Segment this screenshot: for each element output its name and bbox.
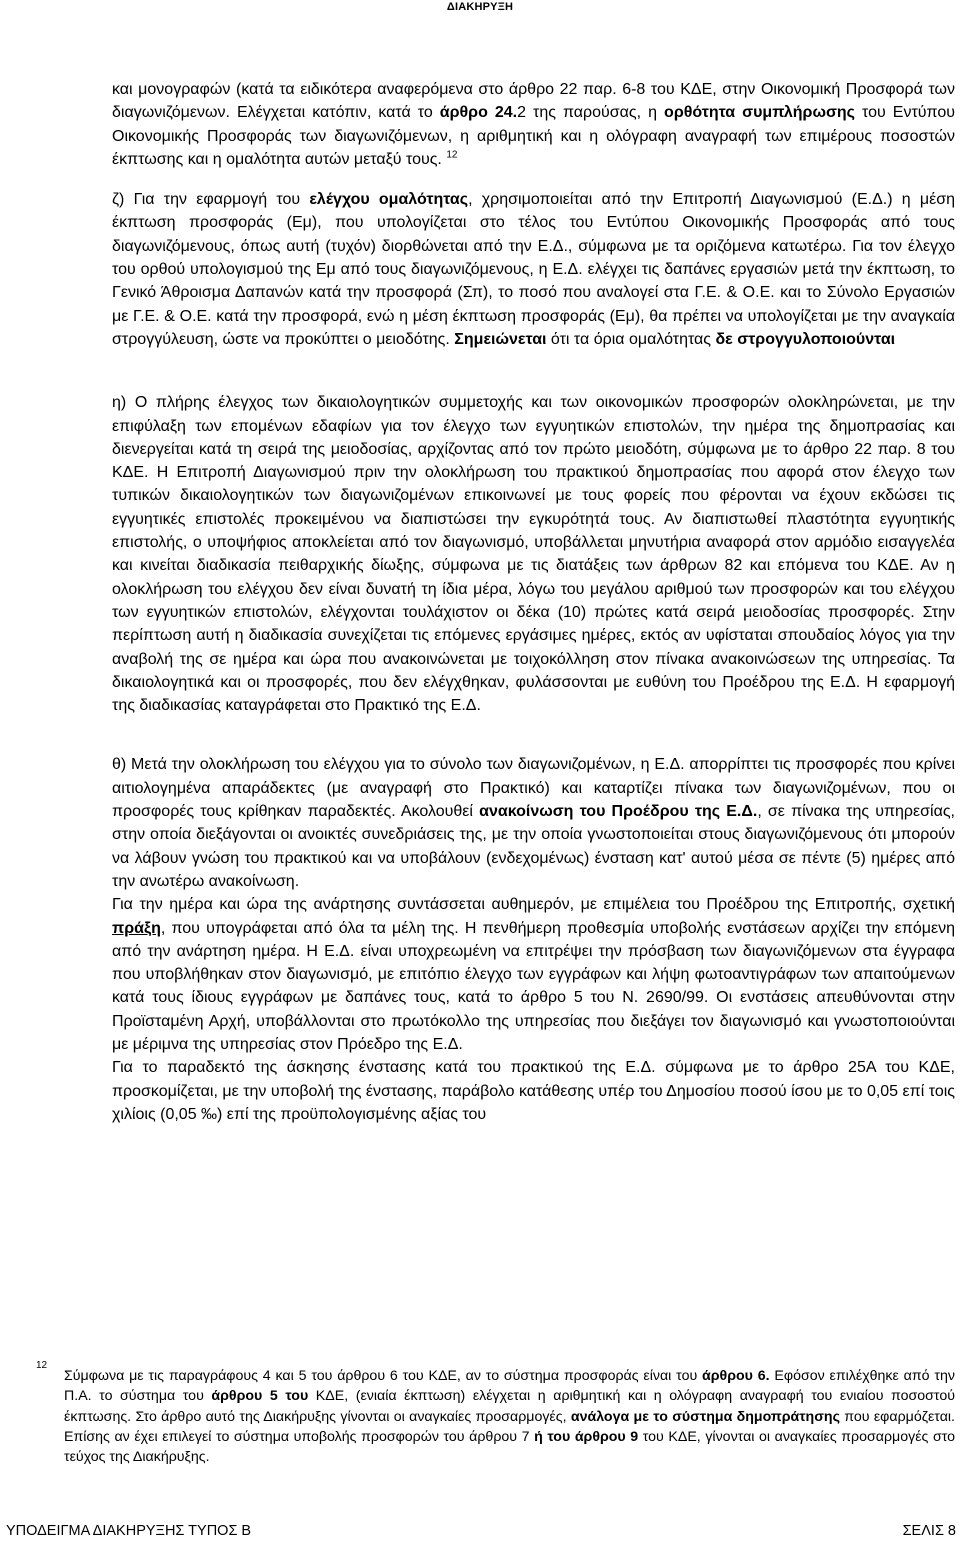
text-run: που εφαρμόζεται. Επίσης αν έχει επιλεγεί το σύστημα υποβολής προσφορών του άρθρου 7 — [64, 1408, 955, 1445]
footer-document-title: ΥΠΟΔΕΙΓΜΑ ΔΙΑΚΗΡΥΞΗΣ ΤΥΠΟΣ Β — [6, 1523, 252, 1539]
paragraph-regularity-check — [112, 188, 955, 351]
text-run: Για την ημέρα και ώρα της ανάρτησης συντάσσεται αυθημερόν, με επιμέλεια του Προέδρου της Επιτροπής, σχετική — [112, 896, 955, 914]
text-run: Σύμφωνα με τις παραγράφους 4 και 5 του άρθρου 6 του ΚΔΕ, αν το σύστημα προσφοράς είναι του — [64, 1368, 703, 1384]
bold-term: ορθότητα συμπλήρωσης — [664, 104, 855, 122]
text-run: Εφόσον επιλέχθηκε από την Π.Α. το σύστημα του — [64, 1368, 955, 1405]
text-run: του ΚΔΕ, γίνονται οι αναγκαίες προσαρμογές στο τεύχος της Διακήρυξης. — [64, 1428, 955, 1466]
paragraph-objection-fee: Για το παραδεκτό της άσκησης ένστασης κατά του πρακτικού της Ε.Δ. σύμφωνα με το άρθρο 25Α του ΚΔΕ, προσκομίζεται, με την υποβολή της ένστασης, παράβολο κατάθεσης υπέρ του Δημοσίου ποσού ίσου με το 0,05 επί τοις χιλίοις (0,05 ‰) επί της προϋπολογισμένης αξίας του — [112, 1059, 955, 1123]
paragraph-posting-day — [112, 893, 955, 1056]
bold-term: ανακοίνωση του Προέδρου της Ε.Δ. — [479, 803, 758, 821]
bold-term: Σημειώνεται — [454, 330, 547, 348]
bold-term: άρθρου 5 του — [211, 1388, 309, 1405]
text-run: θ) Μετά την ολοκλήρωση του ελέγχου για το σύνολο των διαγωνιζομένων, η Ε.Δ. απορρίπτει τις προσφορές που κρίνει αιτιολογημένα απαράδεκτες (με αναγραφή στο Πρακτικό) και καταρτίζει πίνακα των διαγωνιζομένων, που οι προσφορές τους κρίθηκαν παραδεκτές. Ακολουθεί — [112, 756, 955, 821]
document-body — [112, 78, 955, 1126]
text-run: του Εντύπου Οικονομικής Προσφοράς των διαγωνιζόμενων, η αριθμητική και η ολόγραφη αναγραφή των επιμέρους ποσοστών έκπτωσης και η ομαλότητα αυτών μεταξύ τους. — [112, 104, 955, 168]
text-run: ότι τα όρια ομαλότητας — [546, 330, 716, 348]
footnote-reference: 12 — [446, 149, 458, 161]
text-run: ΚΔΕ, (ενιαία έκπτωση) ελέγχεται η αριθμητική και η ολόγραφη αναγραφή του ενιαίου ποσοστού έκπτωσης. Στο άρθρο αυτό της Διακήρυξης γίνονται οι αναγκαίες προσαρμογές, — [64, 1388, 955, 1425]
text-run: και μονογραφών (κατά τα ειδικότερα αναφερόμενα στο άρθρο 22 παρ. 6-8 του ΚΔΕ, στην Οικονομική Προσφορά των διαγωνιζόμενων. Ελέγχεται κατόπιν, κατά το — [112, 81, 955, 122]
paragraph-after-check — [112, 753, 955, 893]
paragraph-completeness-check — [112, 78, 955, 171]
bold-term: δε στρογγυλοποιούνται — [715, 330, 896, 348]
text-run: , χρησιμοποιείται από την Επιτροπή Διαγωνισμού (Ε.Δ.) η μέση έκπτωση προσφοράς (Εμ), που υπολογίζεται στο τέλος του Εντύπου Οικονομικής Προσφοράς από τους διαγωνιζόμενους, όπως αυτή (τυχόν) διορθώνεται από την Ε.Δ., σύμφωνα με τα οριζόμενα κατωτέρω. Για τον έλεγχο του ορθού υπολογισμού της Εμ από τους διαγωνιζόμενους, η Ε.Δ. ελέγχει τις δαπάνες εργασιών μετά την έκπτωση, το Γενικό Άθροισμα Δαπανών κατά την προσφορά (Σπ), το ποσό που αναλογεί στα Γ.Ε. & Ο.Ε. και το Σύνολο Εργασιών με Γ.Ε. & Ο.Ε. κατά την προσφορά, ενώ η μέση έκπτωση προσφοράς (Εμ), θα πρέπει να υπολογίζεται με την αναγκαία στρογγύλευση, ώστε να προκύπτει ο μειοδότης. — [112, 191, 956, 348]
footnote-number: 12 — [36, 1360, 48, 1371]
bold-term: ελέγχου ομαλότητας — [309, 191, 469, 209]
bold-article-ref: άρθρο 24. — [439, 104, 518, 122]
text-run: 2 της παρούσας, η — [517, 104, 665, 122]
paragraph-full-check: η) Ο πλήρης έλεγχος των δικαιολογητικών συμμετοχής και των οικονομικών προσφορών ολοκληρώνεται, με την επιφύλαξη των επομένων εδαφίων για τον έλεγχο των εγγυητικών επιστολών, την ημέρα της δημοπρασίας και διενεργείται κατά τη σειρά της μειοδοσίας, αρχίζοντας από τον πρώτο μειοδότη, σύμφωνα με το άρθρο 22 παρ. 8 του ΚΔΕ. Η Επιτροπή Διαγωνισμού πριν την ολοκλήρωση του πρακτικού δημοπρασίας που αφορά στον έλεγχο των τυπικών δικαιολογητικών των διαγωνιζομένων επικοινωνεί με τους φορείς που φέρονται να έχουν εκδώσει τις εγγυητικές επιστολές προκειμένου να διαπιστώσει την εγκυρότητά τους. Αν διαπιστωθεί πλαστότητα εγγυητικής επιστολής, ο υποψήφιος αποκλείεται από τον διαγωνισμό, υποβάλλεται μηνυτήρια αναφορά στον αρμόδιο εισαγγελέα και κινείται διαδικασία πειθαρχικής δίωξης, σύμφωνα με τις διατάξεις των άρθρων 82 και επόμενα του ΚΔΕ. Αν η ολοκλήρωση του ελέγχου δεν είναι δυνατή τη ίδια μέρα, λόγω του μεγάλου αριθμού των προσφορών και του ελέγχου των εγγυητικών επιστολών, ελέγχονται τουλάχιστον οι δέκα (10) πρώτες κατά σειρά μειοδοσίας προσφορές. Στην περίπτωση αυτή η διαδικασία συνεχίζεται τις επόμενες εργάσιμες ημέρες, εκτός αν υφίσταται σπουδαίος λόγος για την αναβολή της σε ημέρα και ώρα που ανακοινώνεται με τοιχοκόλληση στον πίνακα ανακοινώσεων της υπηρεσίας. Τα δικαιολογητικά και οι προσφορές, που δεν ελέγχθηκαν, φυλάσσονται με ευθύνη του Προέδρου της Ε.Δ. Η εφαρμογή της διαδικασίας καταγράφεται στο Πρακτικό της Ε.Δ. — [112, 394, 955, 715]
bold-underlined-term: πράξη — [112, 919, 161, 937]
footer-page-number: ΣΕΛΙΣ 8 — [902, 1523, 956, 1539]
bold-term: ανάλογα με το σύστημα δημοπράτησης — [570, 1408, 840, 1425]
page-header-title: ΔΙΑΚΗΡΥΞΗ — [446, 1, 514, 13]
footnote-text — [64, 1366, 955, 1467]
footnote-paragraph — [64, 1366, 955, 1467]
text-run: ζ) Για την εφαρμογή του — [112, 191, 310, 209]
text-run: , σε πίνακα της υπηρεσίας, στην οποία διεξάγονται οι ανοικτές συνεδριάσεις της, με την οποία γνωστοποιείται στους διαγωνιζόμενους ότι μπορούν να λάβουν γνώση του πρακτικού και να υποβάλουν (ενδεχομένως) ένσταση κατ' αυτού μέσα σε πέντε (5) ημέρες από την ανωτέρω ανακοίνωση. — [112, 803, 955, 890]
text-run: , που υπογράφεται από όλα τα μέλη της. Η πενθήμερη προθεσμία υποβολής ενστάσεων αρχίζει την επόμενη από την ανάρτηση ημέρα. Η Ε.Δ. είναι υποχρεωμένη να επιτρέψει την πρόσβαση των διαγωνιζόμενων στα έγγραφα που υποβλήθηκαν στον διαγωνισμό, με επιτόπιο έλεγχο των εγγράφων και λήψη φωτοαντιγράφων των απαιτούμενων κατά τους ίδιους εγγράφων με δαπάνες τους, κατά το άρθρο 5 του Ν. 2690/99. Οι ενστάσεις απευθύνονται στην Προϊσταμένη Αρχή, υποβάλλονται στο πρωτόκολλο της υπηρεσίας που διεξάγει τον διαγωνισμό και γνωστοποιούνται με μέριμνα της υπηρεσίας στον Πρόεδρο της Ε.Δ. — [112, 919, 955, 1053]
bold-term: ή του άρθρου 9 — [534, 1428, 639, 1445]
bold-term: άρθρου 6. — [702, 1368, 770, 1384]
